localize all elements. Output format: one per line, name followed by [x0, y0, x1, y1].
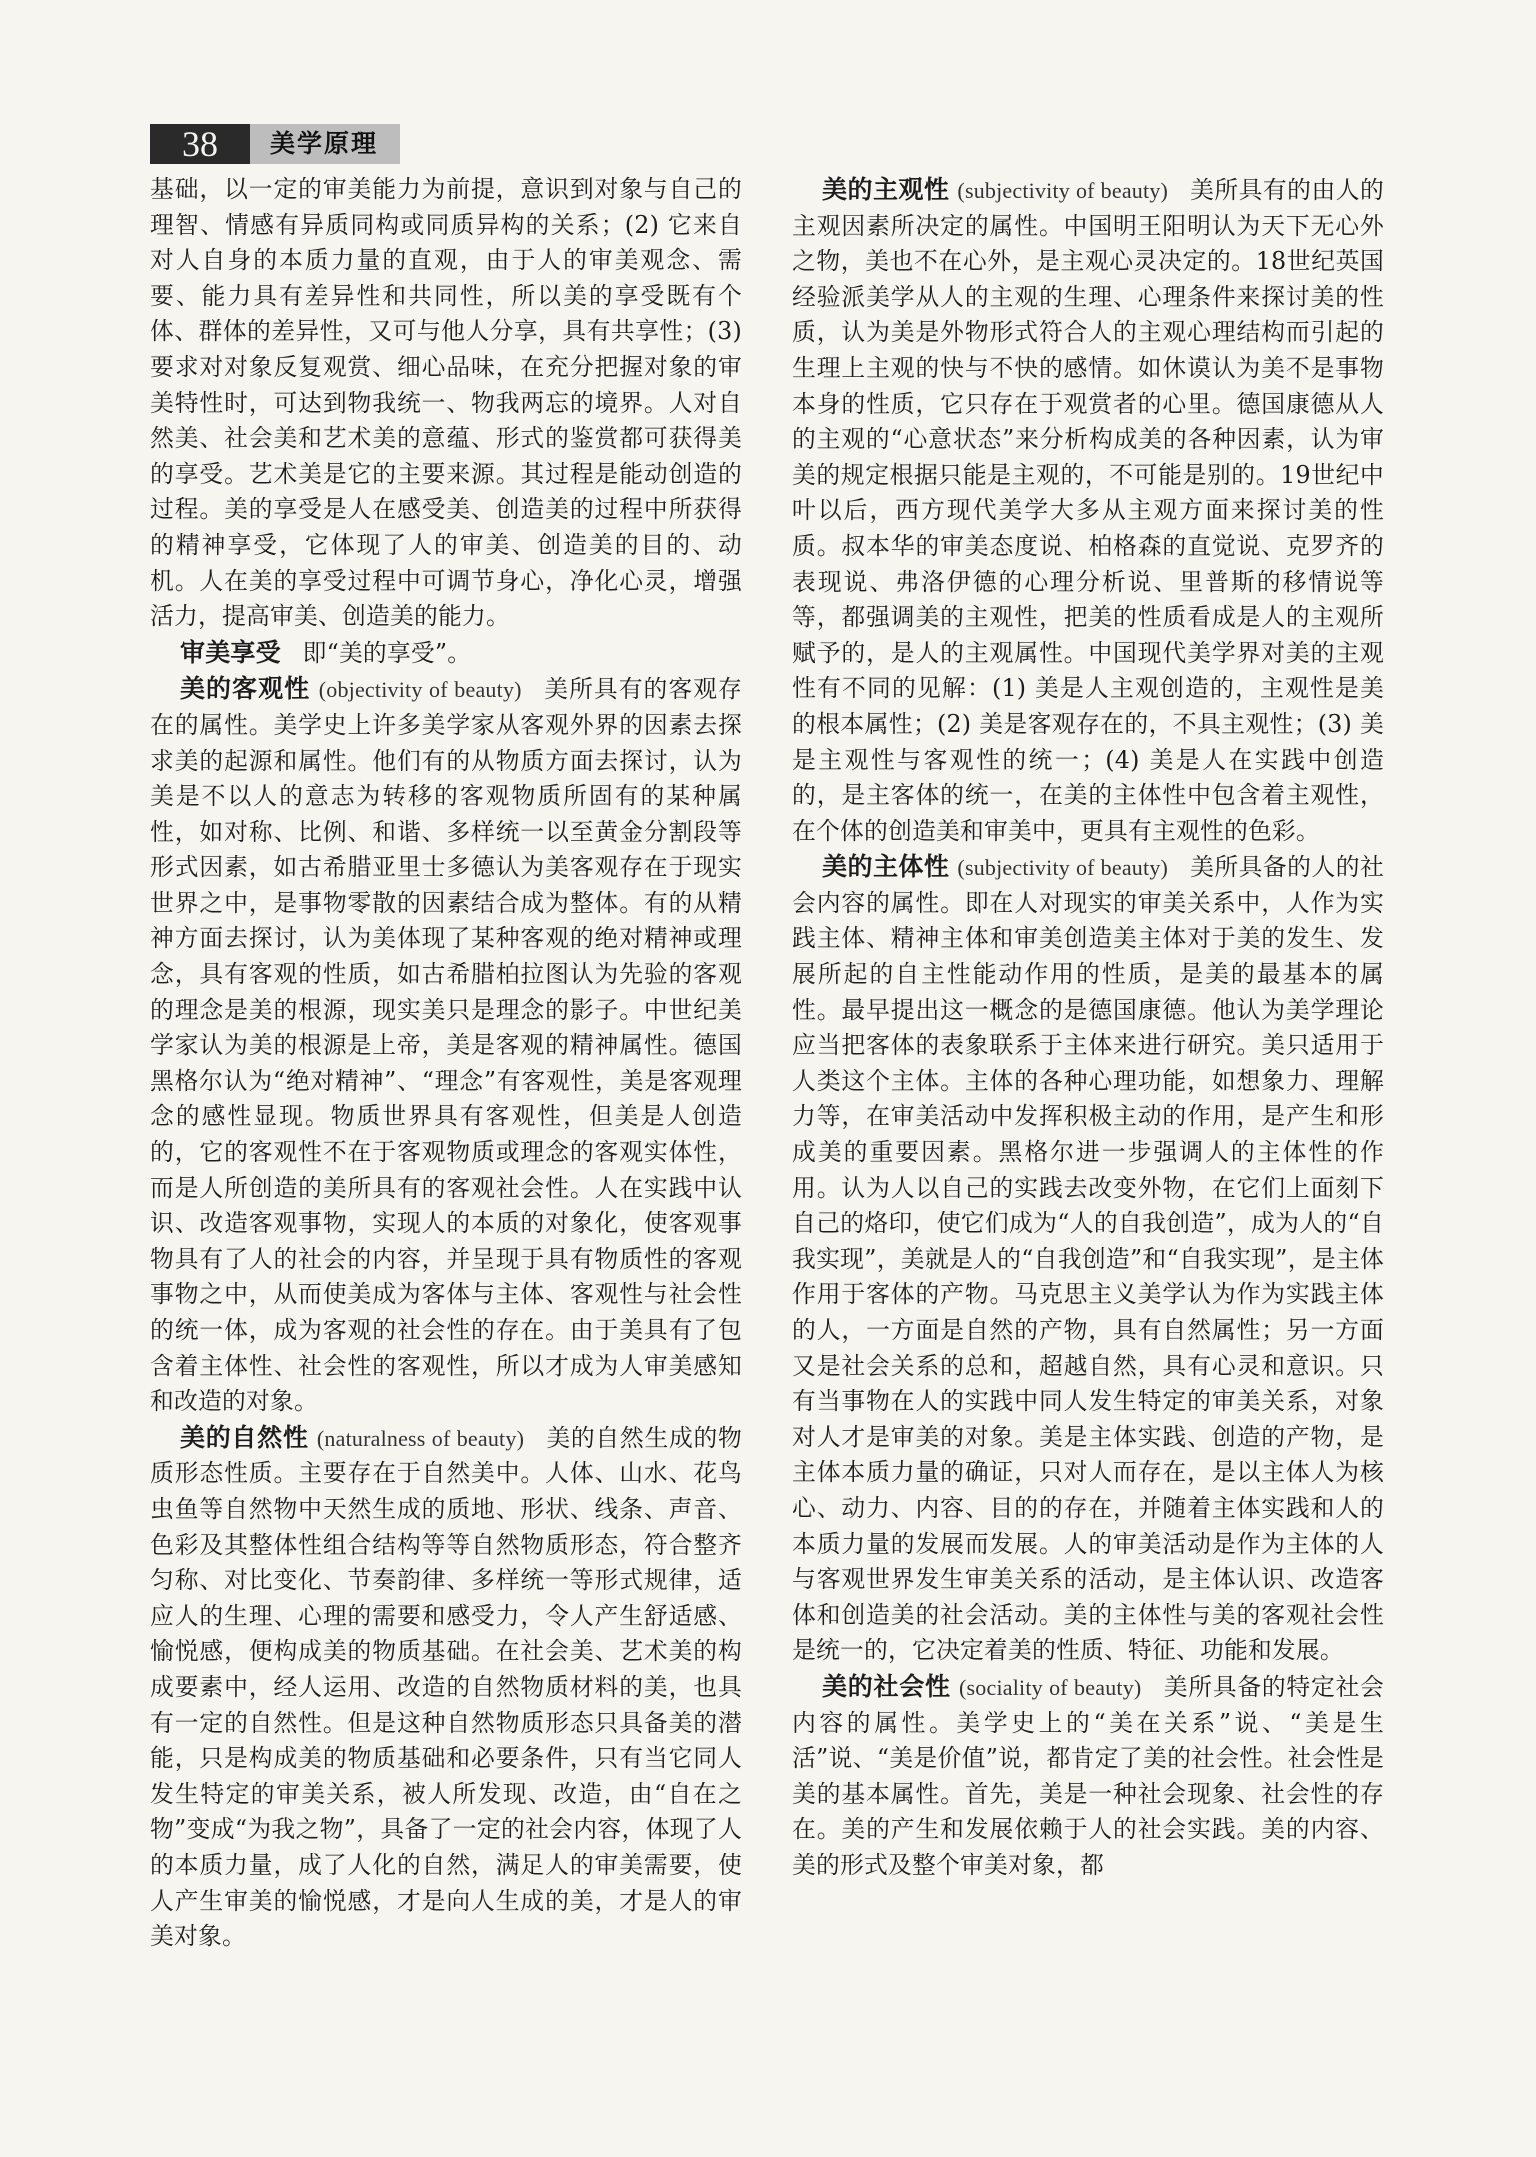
entry-text: 美所具备的人的社会内容的属性。即在人对现实的审美关系中，人作为实践主体、精神主体和审美创造美主体对于美的发生、发展所起的自主性能动作用的性质，是美的最基本的属性。最早提出这一概念的是德国康德。他认为美学理论应当把客体的表象联系于主体来进行研究。美只适用于人类这个主体。主体的各种心理功能，如想象力、理解力等，在审美活动中发挥积极主动的作用，是产生和形成美的重要因素。黑格尔进一步强调人的主体性的作用。认为人以自己的实践去改变外物，在它们上面刻下自己的烙印，使它们成为“人的自我创造”，成为人的“自我实现”，美就是人的“自我创造”和“自我实现”，是主体作用于客体的产物。马克思主义美学认为作为实践主体的人，一方面是自然的产物，具有自然属性；另一方面又是社会关系的总和，超越自然，具有心灵和意识。只有当事物在人的实践中同人发生特定的审美关系，对象对人才是审美的对象。美是主体实践、创造的产物，是主体本质力量的确证，只对人而存在，是以主体人为核心、动力、内容、目的的存在，并随着主体实践和人的本质力量的发展而发展。人的审美活动是作为主体的人与客观世界发生审美关系的活动，是主体认识、改造客体和创造美的社会活动。美的主体性与美的客观社会性是统一的，它决定着美的性质、特征、功能和发展。 [792, 853, 1384, 1665]
entry-english: (subjectivity of beauty) [957, 178, 1169, 203]
entry-term: 美的客观性 [180, 674, 311, 704]
left-column [150, 172, 742, 2022]
right-column [792, 172, 1384, 2022]
entry-text: 美所具备的特定社会内容的属性。美学史上的“美在关系”说、“美是生活”说、“美是价值”说，都肯定了美的社会性。社会性是美的基本属性。首先，美是一种社会现象、社会性的存在。美的产生和发展依赖于人的社会实践。美的内容、美的形式及整个审美对象，都 [792, 1672, 1384, 1879]
entry-term: 美的主观性 [822, 175, 950, 204]
entry-sociality-of-beauty [792, 1669, 1384, 1884]
entry-objectivity-of-beauty [150, 671, 742, 1419]
running-title: 美学原理 [250, 124, 400, 164]
entry-term: 美的自然性 [180, 1422, 309, 1452]
entry-term: 审美享受 [180, 637, 281, 667]
entry-subject-nature-of-beauty [792, 849, 1384, 1669]
entry-naturalness-of-beauty [150, 1420, 742, 1955]
entry-english: (naturalness of beauty) [316, 1425, 525, 1451]
entry-text: 即“美的享受”。 [302, 638, 472, 667]
entry-english: (sociality of beauty) [959, 1674, 1142, 1700]
entry-text: 美的自然生成的物质形态性质。主要存在于自然美中。人体、山水、花鸟虫鱼等自然物中天然生成的质地、形状、线条、声音、色彩及其整体性组合结构等等自然物质形态，符合整齐匀称、对比变化、节奏韵律、多样统一等形式规律，适应人的生理、心理的需要和感受力，令人产生舒适感、愉悦感，便构成美的物质基础。在社会美、艺术美的构成要素中，经人运用、改造的自然物质材料的美，也具有一定的自然性。但是这种自然物质形态只具备美的潜能，只是构成美的物质基础和必要条件，只有当它同人发生特定的审美关系，被人所发现、改造，由“自在之物”变成“为我之物”，具备了一定的社会内容，体现了人的本质力量，成了人化的自然，满足人的审美需要，使人产生审美的愉悦感，才是向人生成的美，才是人的审美对象。 [150, 1423, 742, 1951]
page-header [150, 124, 400, 164]
page-number: 38 [150, 124, 250, 164]
continuation-paragraph: 基础，以一定的审美能力为前提，意识到对象与自己的理智、情感有异质同构或同质异构的关系；(2) 它来自对人自身的本质力量的直观，由于人的审美观念、需要、能力具有差异性和共同性，所以美的享受既有个体、群体的差异性，又可与他人分享，具有共享性；(3) 要求对对象反复观赏、细心品味，在充分把握对象的审美特性时，可达到物我统一、物我两忘的境界。人对自然美、社会美和艺术美的意蕴、形式的鉴赏都可获得美的享受。艺术美是它的主要来源。其过程是能动创造的过程。美的享受是人在感受美、创造美的过程中所获得的精神享受，它体现了人的审美、创造美的目的、动机。人在美的享受过程中可调节身心，净化心灵，增强活力，提高审美、创造美的能力。 [150, 175, 742, 631]
entry-term: 美的社会性 [822, 1671, 951, 1701]
entry-aesthetic-enjoyment [150, 635, 742, 672]
entry-english: (objectivity of beauty) [318, 677, 522, 703]
entry-term: 美的主体性 [822, 852, 950, 882]
entry-english: (subjectivity of beauty) [957, 855, 1169, 881]
entry-subjectivity-of-beauty [792, 172, 1384, 849]
entry-text: 美所具有的由人的主观因素所决定的属性。中国明王阳明认为天下无心外之物，美也不在心外，是主观心灵决定的。18世纪英国经验派美学从人的主观的生理、心理条件来探讨美的性质，认为美是外物形式符合人的主观心理结构而引起的生理上主观的快与不快的感情。如休谟认为美不是事物本身的性质，它只存在于观赏者的心里。德国康德从人的主观的“心意状态”来分析构成美的各种因素，认为审美的规定根据只能是主观的，不可能是别的。19世纪中叶以后，西方现代美学大多从主观方面来探讨美的性质。叔本华的审美态度说、柏格森的直觉说、克罗齐的表现说、弗洛伊德的心理分析说、里普斯的移情说等等，都强调美的主观性，把美的性质看成是人的主观所赋予的，是人的主观属性。中国现代美学界对美的主观性有不同的见解：(1) 美是人主观创造的，主观性是美的根本属性；(2) 美是客观存在的，不具主观性；(3) 美是主观性与客观性的统一；(4) 美是人在实践中创造的，是主客体的统一，在美的主体性中包含着主观性，在个体的创造美和审美中，更具有主观性的色彩。 [792, 176, 1384, 845]
entry-text: 美所具有的客观存在的属性。美学史上许多美学家从客观外界的因素去探求美的起源和属性。他们有的从物质方面去探讨，认为美是不以人的意志为转移的客观物质所固有的某种属性，如对称、比例、和谐、多样统一以至黄金分割段等形式因素，如古希腊亚里士多德认为美客观存在于现实世界之中，是事物零散的因素结合成为整体。有的从精神方面去探讨，认为美体现了某种客观的绝对精神或理念，具有客观的性质，如古希腊柏拉图认为先验的客观的理念是美的根源，现实美只是理念的影子。中世纪美学家认为美的根源是上帝，美是客观的精神属性。德国黑格尔认为“绝对精神”、“理念”有客观性，美是客观理念的感性显现。物质世界具有客观性，但美是人创造的，它的客观性不在于客观物质或理念的客观实体性，而是人所创造的美所具有的客观社会性。人在实践中认识、改造客观事物，实现人的本质的对象化，使客观事物具有了人的社会的内容，并呈现于具有物质性的客观事物之中，从而使美成为客体与主体、客观性与社会性的统一体，成为客观的社会性的存在。由于美具有了包含着主体性、社会性的客观性，所以才成为人审美感知和改造的对象。 [150, 675, 742, 1416]
